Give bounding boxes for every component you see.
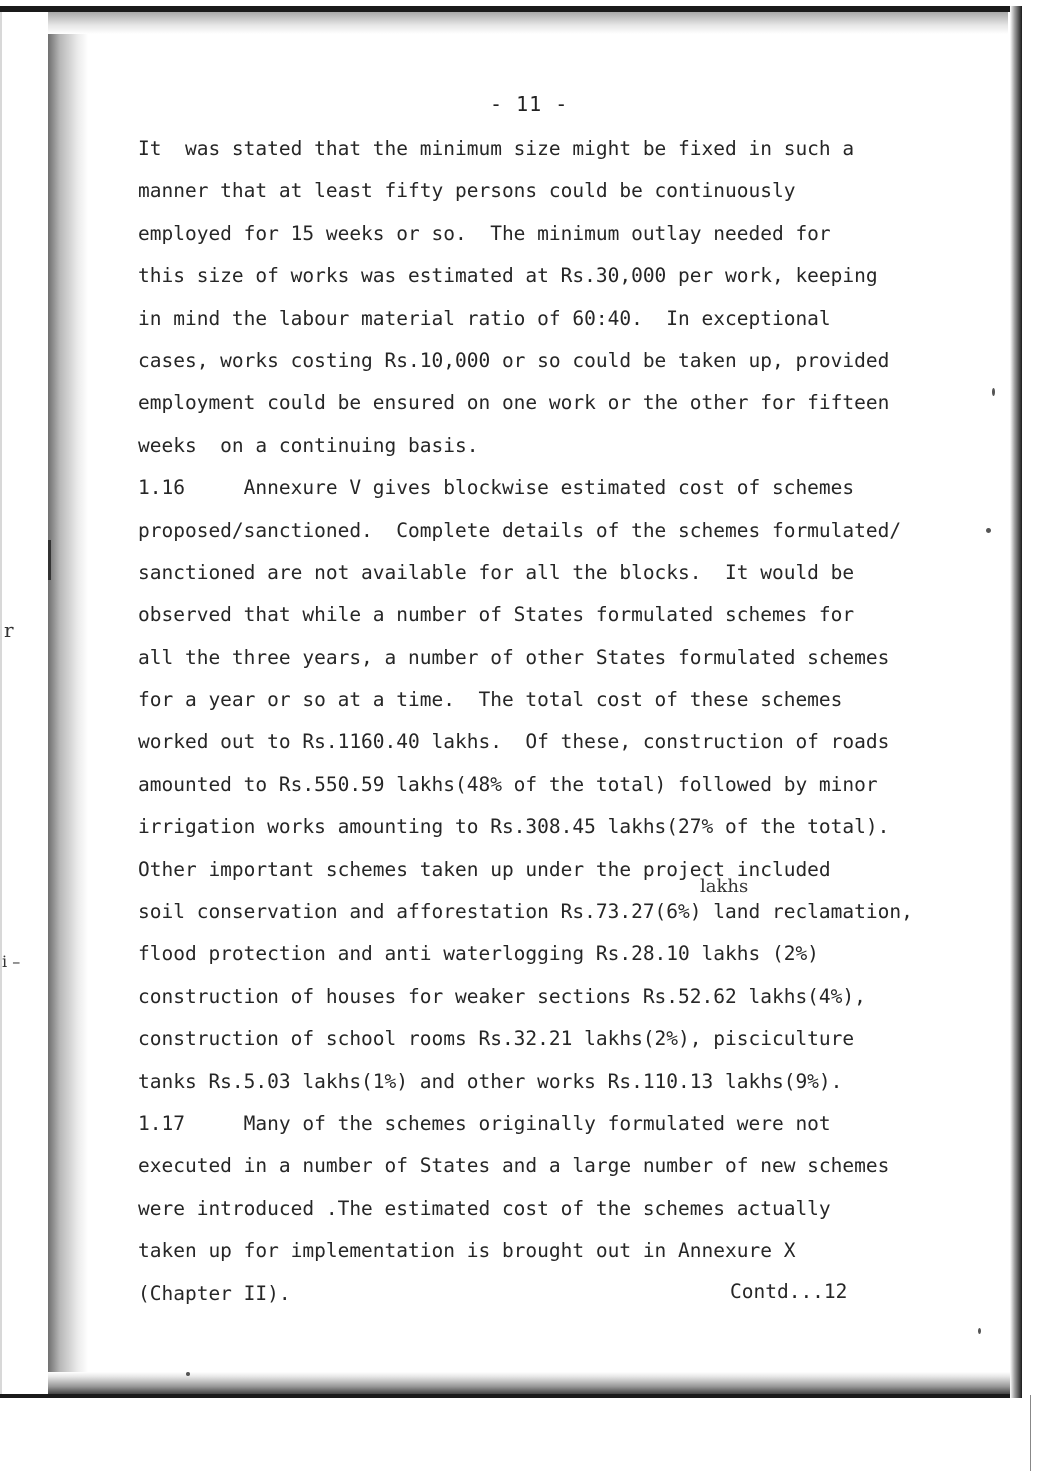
text-line: 1.17 Many of the schemes originally formulated were not [138,1111,831,1135]
text-line: were introduced .The estimated cost of the schemes actually [138,1196,831,1220]
ink-speck [186,1372,190,1376]
text-line: construction of houses for weaker sections Rs.52.62 lakhs(4%), [138,984,866,1008]
text-line: 1.16 Annexure V gives blockwise estimated cost of schemes [138,476,855,500]
text-line: this size of works was estimated at Rs.30,000 per work, keeping [138,264,878,288]
text-line: It was stated that the minimum size might be fixed in such a [138,137,855,160]
text-line: construction of school rooms Rs.32.21 lakhs(2%), pisciculture [138,1027,855,1051]
margin-mark-i: i – [2,952,21,971]
scan-right-hairline [1030,1395,1031,1471]
page-bottom-shadow [48,1372,1020,1394]
text-line: executed in a number of States and a large number of new schemes [138,1154,890,1178]
text-line: all the three years, a number of other States formulated schemes [138,645,890,669]
text-line: taken up for implementation is brought out in Annexure X [138,1239,796,1263]
text-line: soil conservation and afforestation Rs.73.27(6%) land reclamation, [138,900,913,924]
text-line: weeks on a continuing basis. [138,433,479,457]
text-line: worked out to Rs.1160.40 lakhs. Of these, construction of roads [138,730,890,754]
margin-mark-r: r [4,618,14,642]
text-line: irrigation works amounting to Rs.308.45 lakhs(27% of the total). [138,815,890,839]
text-line: amounted to Rs.550.59 lakhs(48% of the total) followed by minor [138,772,878,796]
text-line: employment could be ensured on one work or the other for fifteen [138,391,890,415]
text-line: (Chapter II). [138,1281,291,1305]
continuation-note: Contd...12 [730,1280,848,1303]
page-top-shadow [48,12,1008,34]
ink-speck [986,528,991,533]
binding-notch [48,540,51,580]
text-line: manner that at least fifty persons could be continuously [138,179,796,203]
handwritten-note: lakhs [700,876,749,897]
text-line: for a year or so at a time. The total cost of these schemes [138,688,843,712]
text-line: sanctioned are not available for all the blocks. It would be [138,560,855,584]
page-number: - 11 - [490,92,569,116]
text-line: observed that while a number of States formulated schemes for [138,603,855,627]
text-line: employed for 15 weeks or so. The minimum outlay needed for [138,221,831,245]
text-line: in mind the labour material ratio of 60:40. In exceptional [138,306,831,330]
ink-speck [978,1328,981,1334]
scan-right-border [1010,6,1022,1398]
page-left-shadow [48,12,88,1397]
text-line: cases, works costing Rs.10,000 or so could be taken up, provided [138,348,890,372]
scan-bottom-border [0,1394,1022,1398]
text-line: proposed/sanctioned. Complete details of the schemes formulated/ [138,518,902,542]
ink-speck [992,388,995,396]
text-line: flood protection and anti waterlogging Rs.28.10 lakhs (2%) [138,942,819,966]
body-text [138,128,998,1315]
text-line: Other important schemes taken up under the project included [138,857,831,881]
text-line: tanks Rs.5.03 lakhs(1%) and other works Rs.110.13 lakhs(9%). [138,1069,843,1093]
scan-left-edge [0,12,2,1397]
